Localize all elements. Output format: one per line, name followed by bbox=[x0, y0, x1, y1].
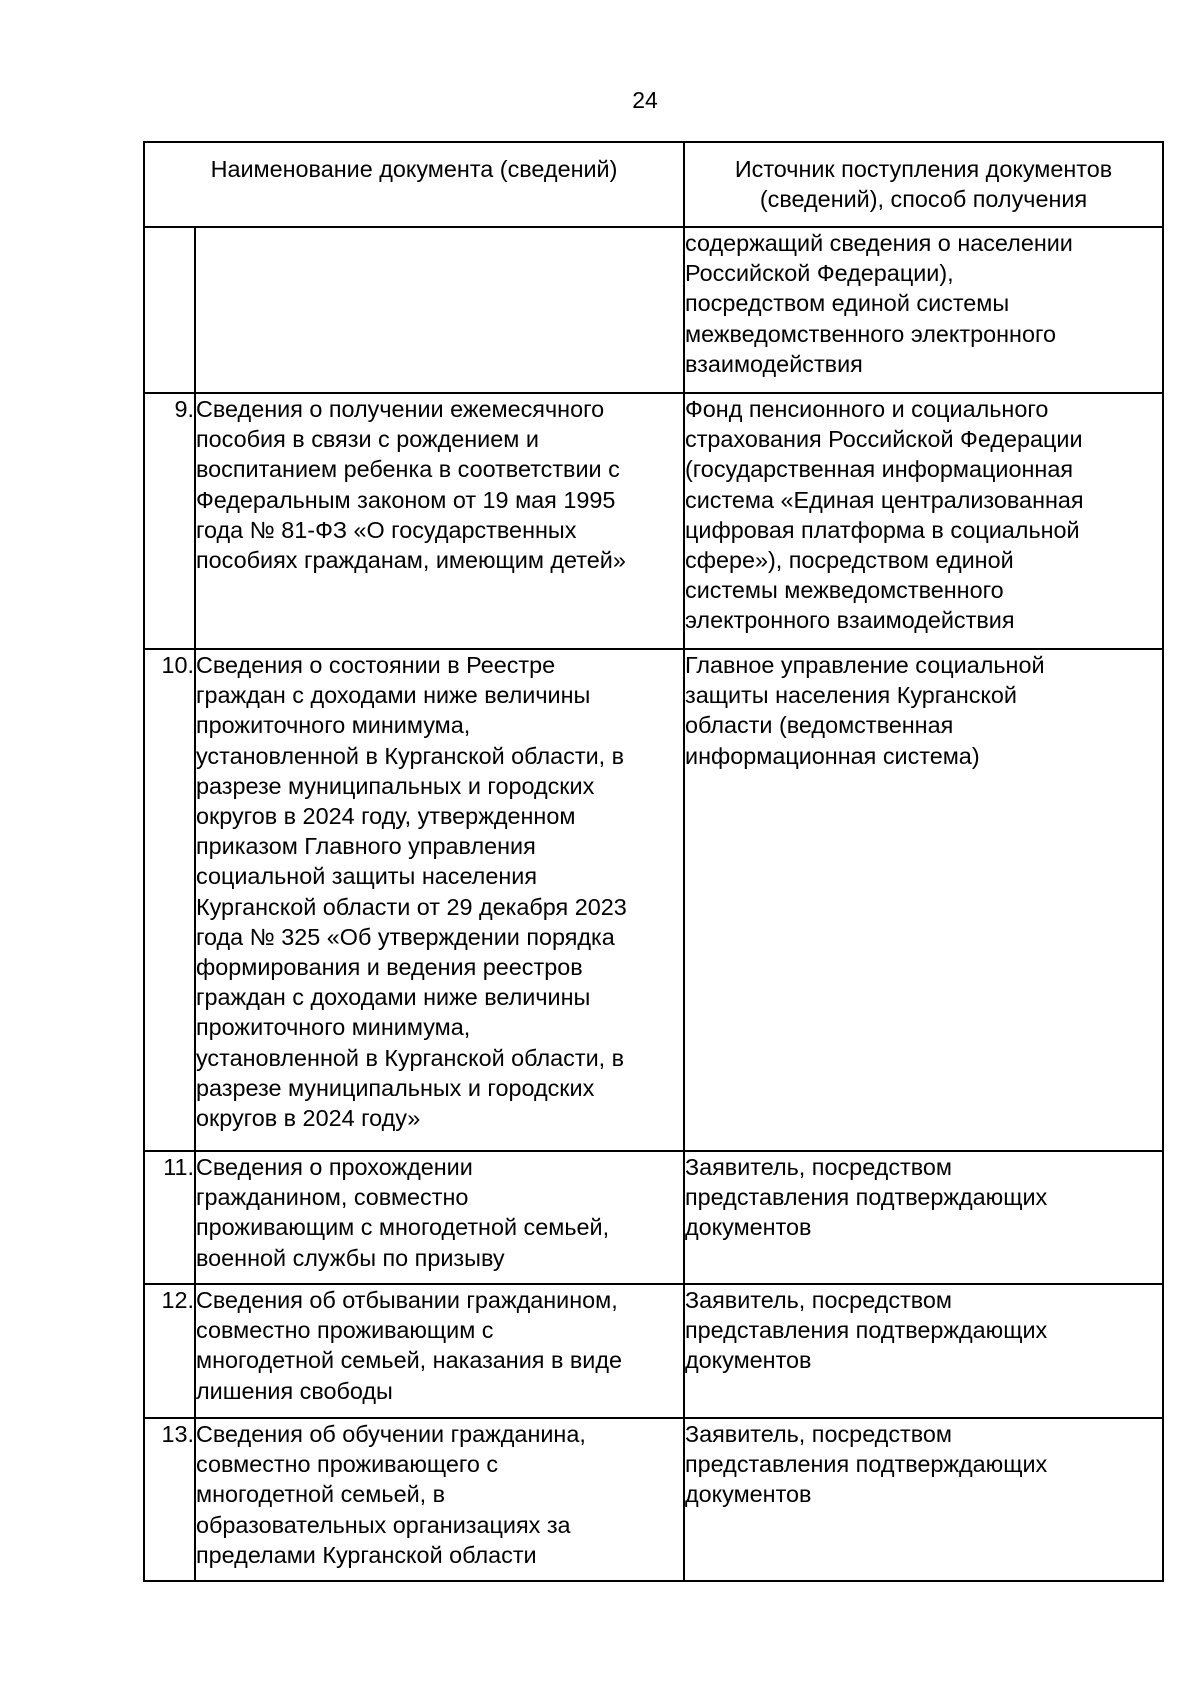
table-row bbox=[144, 1418, 1163, 1581]
table-row bbox=[144, 1151, 1163, 1284]
row-number bbox=[144, 227, 195, 393]
row-number: 9. bbox=[144, 393, 195, 649]
source-cell: Заявитель, посредством представления подтверждающих документов bbox=[684, 1418, 1163, 1581]
table-row bbox=[144, 649, 1163, 1151]
document-name-cell: Сведения о получении ежемесячного пособия в связи с рождением и воспитанием ребенка в соответствии с Федеральным законом от 19 мая 1995 года № 81-ФЗ «О государственных пособиях гражданам, имеющим детей» bbox=[195, 393, 684, 649]
document-name-cell: Сведения об обучении гражданина, совместно проживающего с многодетной семьей, в образовательных организациях за пределами Курганской области bbox=[195, 1418, 684, 1581]
table-header-row bbox=[144, 142, 1163, 227]
source-cell: Главное управление социальной защиты населения Курганской области (ведомственная информационная система) bbox=[684, 649, 1163, 1151]
row-number: 12. bbox=[144, 1284, 195, 1418]
document-name-cell: Сведения об отбывании гражданином, совместно проживающим с многодетной семьей, наказания в виде лишения свободы bbox=[195, 1284, 684, 1418]
source-cell: Заявитель, посредством представления подтверждающих документов bbox=[684, 1151, 1163, 1284]
header-source: Источник поступления документов (сведений), способ получения bbox=[684, 142, 1163, 227]
document-name-cell bbox=[195, 227, 684, 393]
header-document-name: Наименование документа (сведений) bbox=[144, 142, 684, 227]
table-row bbox=[144, 227, 1163, 393]
source-cell: содержащий сведения о населении Российской Федерации), посредством единой системы межведомственного электронного взаимодействия bbox=[684, 227, 1163, 393]
documents-table bbox=[143, 141, 1164, 1582]
row-number: 10. bbox=[144, 649, 195, 1151]
row-number: 11. bbox=[144, 1151, 195, 1284]
document-name-cell: Сведения о прохождении гражданином, совместно проживающим с многодетной семьей, военной службы по призыву bbox=[195, 1151, 684, 1284]
source-cell: Фонд пенсионного и социального страхования Российской Федерации (государственная информационная система «Единая централизованная цифровая платформа в социальной сфере»), посредством единой системы межведомственного электронного взаимодействия bbox=[684, 393, 1163, 649]
document-name-cell: Сведения о состоянии в Реестре граждан с доходами ниже величины прожиточного минимума, установленной в Курганской области, в разрезе муниципальных и городских округов в 2024 году, утвержденном приказом Главного управления социальной защиты населения Курганской области от 29 декабря 2023 года № 325 «Об утверждении порядка формирования и ведения реестров граждан с доходами ниже величины прожиточного минимума, установленной в Курганской области, в разрезе муниципальных и городских округов в 2024 году» bbox=[195, 649, 684, 1151]
table-row bbox=[144, 393, 1163, 649]
row-number: 13. bbox=[144, 1418, 195, 1581]
source-cell: Заявитель, посредством представления подтверждающих документов bbox=[684, 1284, 1163, 1418]
page-number: 24 bbox=[632, 87, 658, 113]
table-row bbox=[144, 1284, 1163, 1418]
